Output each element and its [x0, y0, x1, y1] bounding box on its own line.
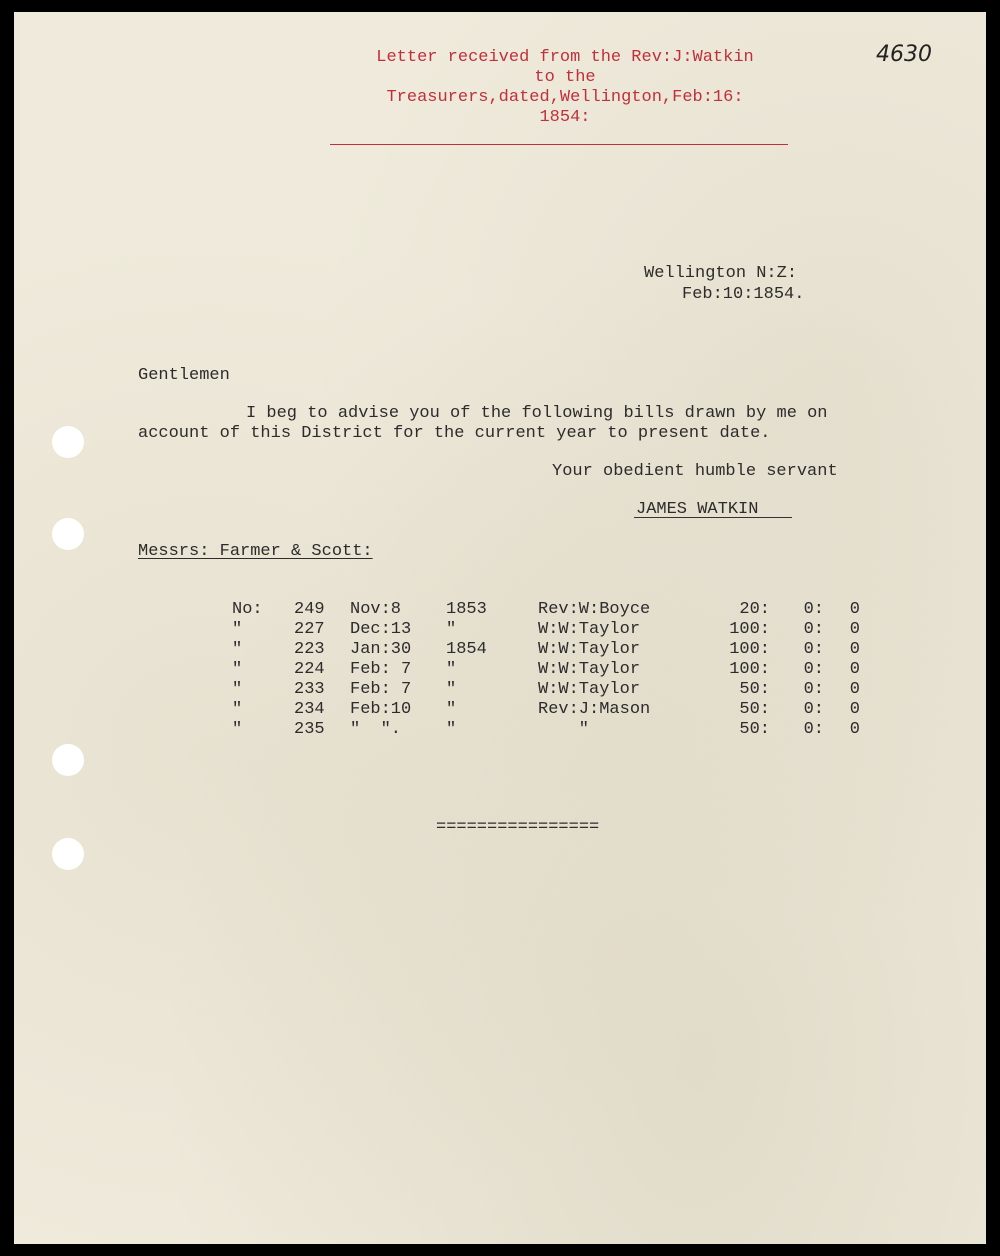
- bill-pounds-cell: 100:: [729, 640, 770, 659]
- bill-pence-cell: 0: [849, 660, 860, 679]
- letter-header: [330, 48, 800, 128]
- bill-shillings-cell: 0:: [803, 660, 824, 679]
- address-place: Wellington N:Z:: [644, 264, 798, 283]
- header-line-1: Letter received from the Rev:J:Watkin: [376, 48, 754, 67]
- punch-hole: [52, 426, 84, 458]
- bill-year-cell: ": [446, 720, 457, 739]
- bill-year-cell: ": [446, 680, 457, 699]
- bill-no-cell: ": [232, 640, 243, 659]
- bill-number-cell: 233: [294, 680, 325, 699]
- bill-payee-cell: Rev:J:Mason: [538, 700, 651, 719]
- bill-pence-cell: 0: [849, 620, 860, 639]
- addressee: Messrs: Farmer & Scott:: [138, 542, 373, 561]
- signature-rule: [634, 517, 792, 518]
- bill-pence-cell: 0: [849, 600, 860, 619]
- bill-row: [232, 700, 860, 720]
- header-line-2: to the: [534, 68, 596, 87]
- divider: ================: [436, 818, 600, 837]
- bill-payee-cell: Rev:W:Boyce: [538, 600, 651, 619]
- header-line-4: 1854:: [539, 108, 591, 127]
- signature: JAMES WATKIN: [636, 500, 759, 519]
- bill-year-cell: 1853: [446, 600, 487, 619]
- bill-pounds-cell: 20:: [739, 600, 770, 619]
- bill-number-cell: 227: [294, 620, 325, 639]
- body-line-1: I beg to advise you of the following bills drawn by me on: [246, 404, 828, 423]
- bill-date-cell: Feb: 7: [350, 680, 412, 699]
- header-rule: [330, 144, 788, 145]
- bill-no-cell: ": [232, 620, 243, 639]
- bill-number-cell: 224: [294, 660, 325, 679]
- bill-row: [232, 720, 860, 740]
- bill-date-cell: Feb: 7: [350, 660, 412, 679]
- punch-hole: [52, 518, 84, 550]
- bill-shillings-cell: 0:: [803, 700, 824, 719]
- header-line-3: Treasurers,dated,Wellington,Feb:16:: [386, 88, 744, 107]
- bill-pounds-cell: 100:: [729, 620, 770, 639]
- bill-row: [232, 620, 860, 640]
- bills-table: [232, 600, 860, 740]
- bill-row: [232, 640, 860, 660]
- bill-no-cell: ": [232, 700, 243, 719]
- bill-year-cell: ": [446, 660, 457, 679]
- bill-row: [232, 660, 860, 680]
- address-date: Feb:10:1854.: [682, 285, 805, 304]
- bill-shillings-cell: 0:: [803, 680, 824, 699]
- bill-pounds-cell: 100:: [729, 660, 770, 679]
- bill-payee-cell: W:W:Taylor: [538, 680, 641, 699]
- bill-number-cell: 234: [294, 700, 325, 719]
- bill-date-cell: Jan:30: [350, 640, 412, 659]
- bill-pounds-cell: 50:: [739, 700, 770, 719]
- bill-year-cell: 1854: [446, 640, 487, 659]
- salutation: Gentlemen: [138, 366, 230, 385]
- bill-pence-cell: 0: [849, 700, 860, 719]
- bill-pounds-cell: 50:: [739, 680, 770, 699]
- bill-payee-cell: W:W:Taylor: [538, 640, 641, 659]
- closing: Your obedient humble servant: [552, 462, 838, 481]
- bill-pence-cell: 0: [849, 680, 860, 699]
- document-page: [14, 12, 986, 1244]
- bill-number-cell: 249: [294, 600, 325, 619]
- bill-date-cell: Feb:10: [350, 700, 412, 719]
- punch-hole: [52, 744, 84, 776]
- body-line-2: account of this District for the current year to present date.: [138, 424, 771, 443]
- bill-row: [232, 680, 860, 700]
- bill-pounds-cell: 50:: [739, 720, 770, 739]
- bill-payee-cell: W:W:Taylor: [538, 620, 641, 639]
- bill-shillings-cell: 0:: [803, 640, 824, 659]
- bill-number-cell: 235: [294, 720, 325, 739]
- bill-date-cell: Nov:8: [350, 600, 402, 619]
- bill-no-cell: ": [232, 680, 243, 699]
- bill-no-cell: ": [232, 660, 243, 679]
- reference-number: 4630: [876, 42, 932, 67]
- bill-payee-cell: W:W:Taylor: [538, 660, 641, 679]
- bill-row: [232, 600, 860, 620]
- bill-date-cell: Dec:13: [350, 620, 412, 639]
- bill-date-cell: " ".: [350, 720, 402, 739]
- bill-shillings-cell: 0:: [803, 720, 824, 739]
- bill-pence-cell: 0: [849, 720, 860, 739]
- punch-hole: [52, 838, 84, 870]
- bill-year-cell: ": [446, 620, 457, 639]
- bill-number-cell: 223: [294, 640, 325, 659]
- bill-payee-cell: ": [538, 720, 590, 739]
- bill-shillings-cell: 0:: [803, 620, 824, 639]
- bill-shillings-cell: 0:: [803, 600, 824, 619]
- bill-no-cell: No:: [232, 600, 263, 619]
- bill-pence-cell: 0: [849, 640, 860, 659]
- bill-year-cell: ": [446, 700, 457, 719]
- bill-no-cell: ": [232, 720, 243, 739]
